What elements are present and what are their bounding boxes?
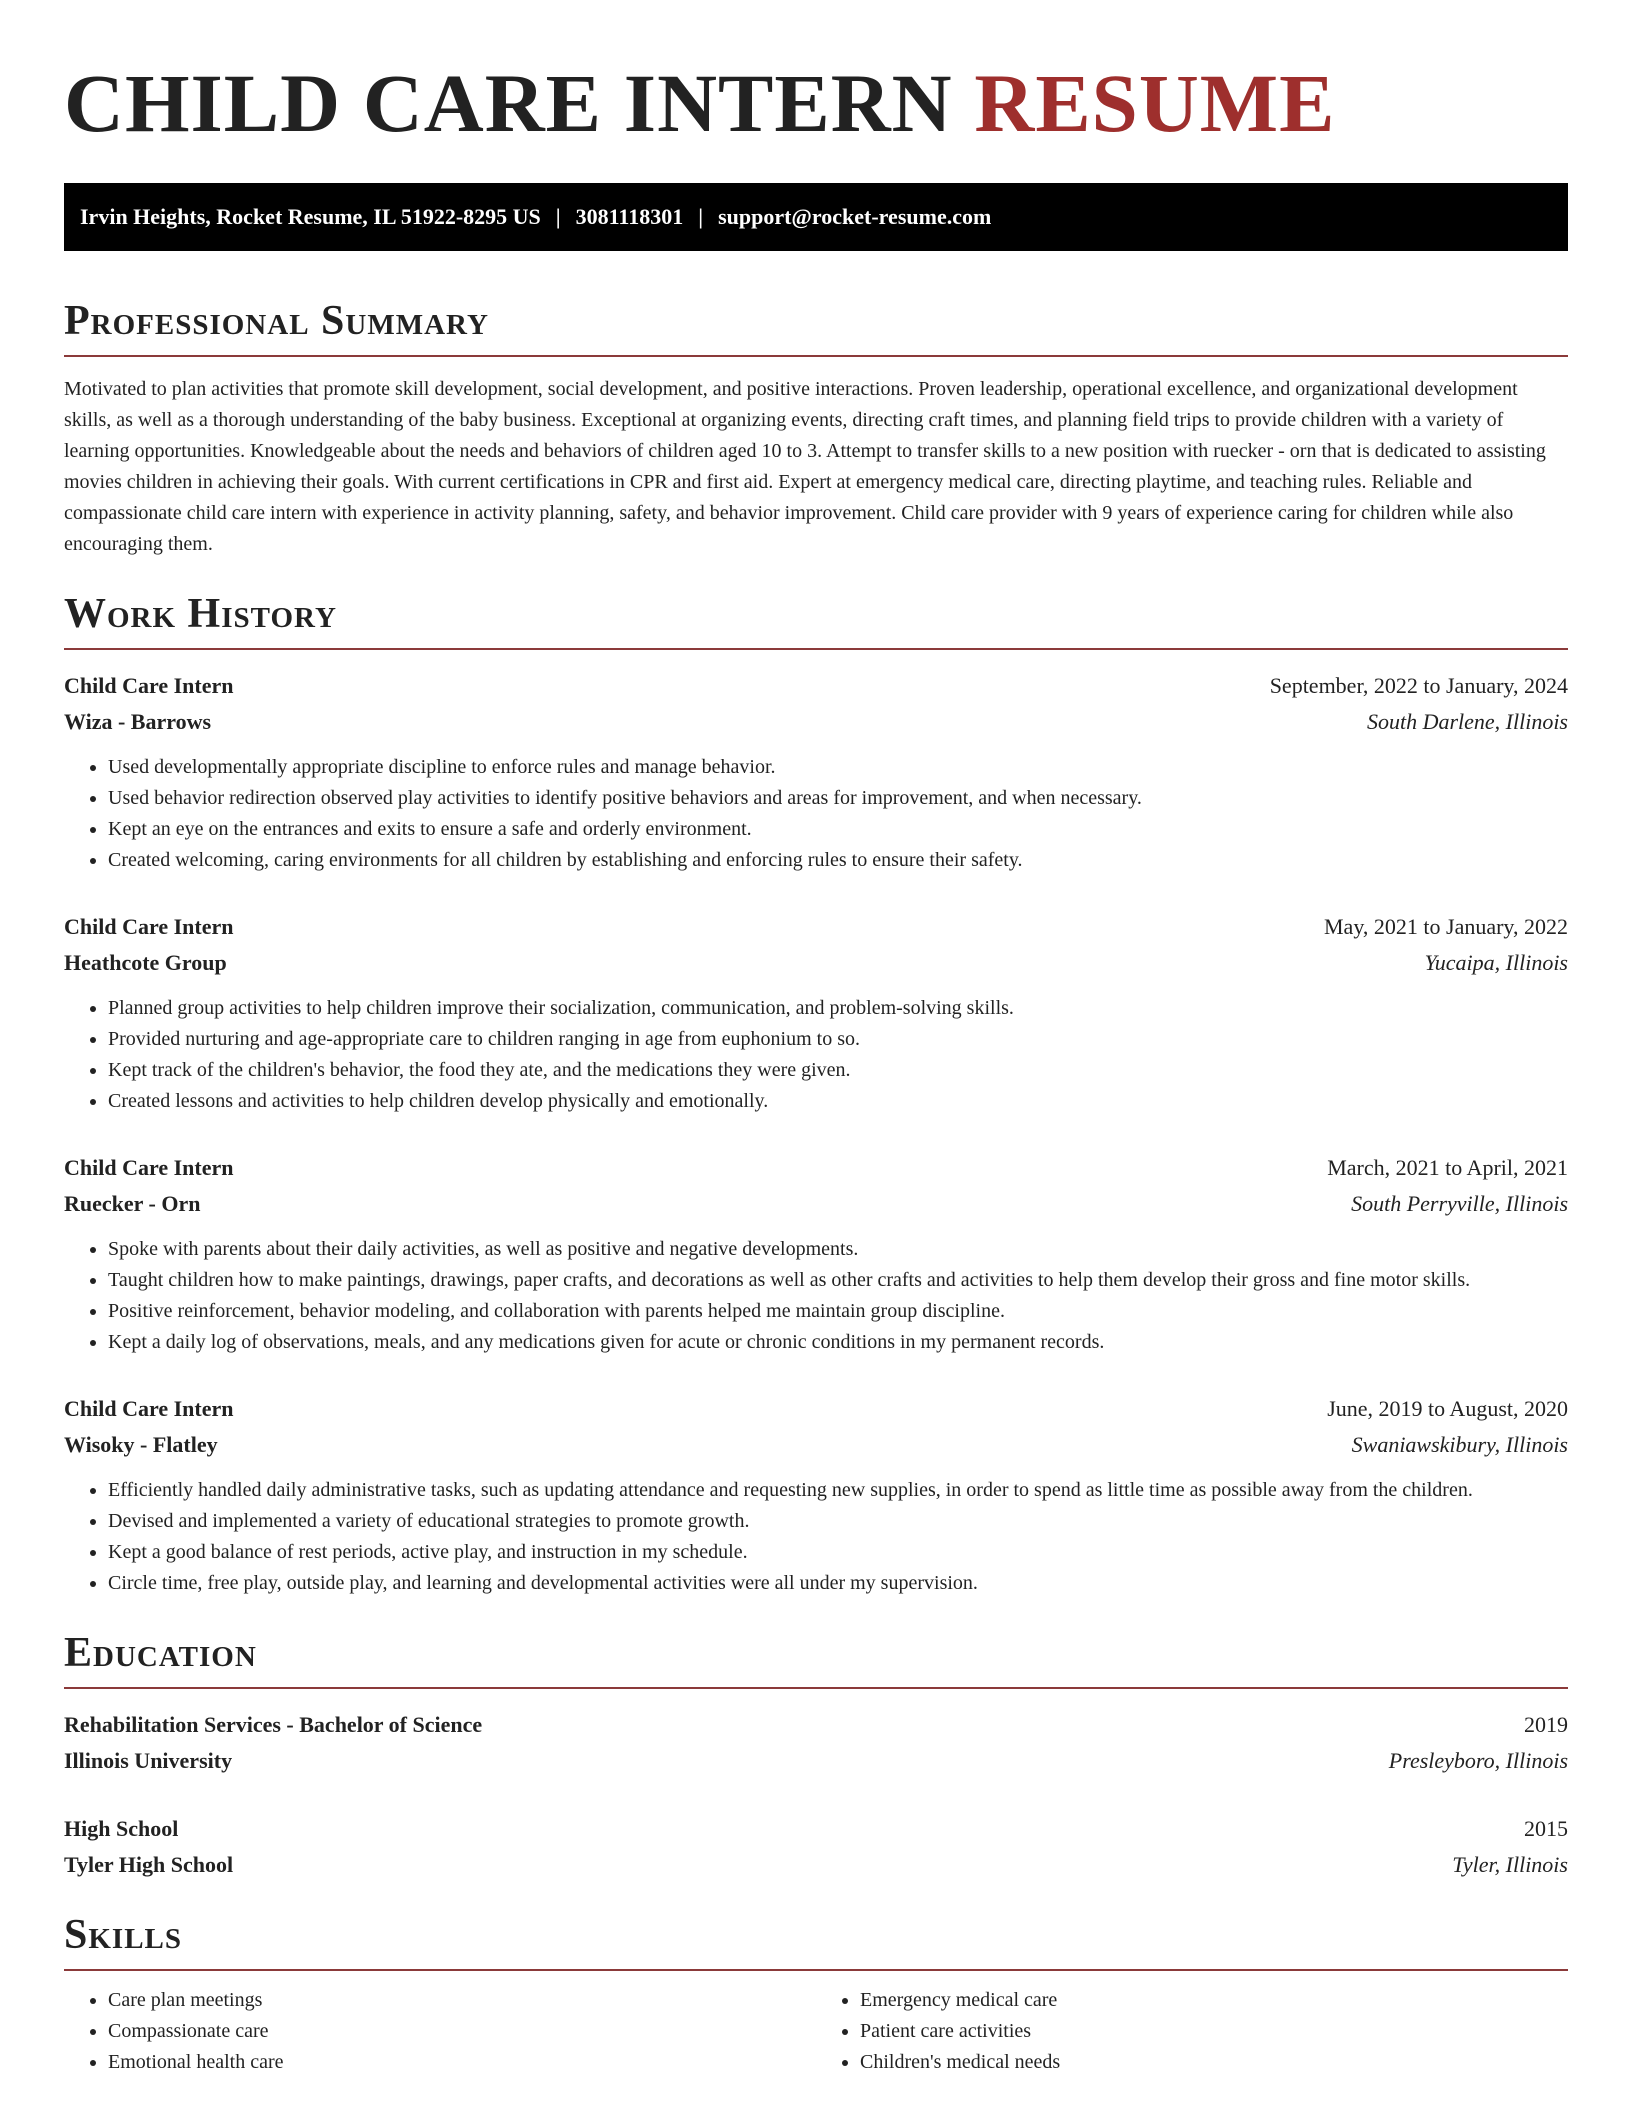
education-location: Presleyboro, Illinois [1388,1748,1568,1773]
education-entry [64,1707,1568,1779]
job-location: Swaniawskibury, Illinois [1351,1432,1568,1457]
contact-separator: | [698,204,704,229]
job-bullet: • Positive reinforcement, behavior modeling, and collaboration with parents helped me maintain group discipline. [108,1296,1568,1327]
education-school: Illinois University [64,1748,233,1773]
skill-item: • Compassionate care [108,2016,816,2047]
education-school: Tyler High School [64,1852,234,1877]
education-heading: Education [64,1627,1568,1689]
job-location: Yucaipa, Illinois [1424,950,1568,975]
job-entry [64,1150,1568,1358]
job-company: Heathcote Group [64,950,227,975]
skills-list [64,1985,1568,2078]
job-title: Child Care Intern [64,1396,234,1421]
job-bullet: • Kept an eye on the entrances and exits to ensure a safe and orderly environment. [108,814,1568,845]
title-accent: RESUME [974,57,1336,149]
job-bullet: • Kept a daily log of observations, meals, and any medications given for acute or chronic conditions in my permanent records. [108,1327,1568,1358]
education-year: 2015 [1524,1816,1568,1841]
job-bullet: • Planned group activities to help children improve their socialization, communication, and problem-solving skills. [108,993,1568,1024]
summary-text: Motivated to plan activities that promote skill development, social development, and positive interactions. Proven leadership, operational excellence, and organizational development skills, as well as a thorough understanding of the baby business. Exceptional at organizing events, directing craft times, and planning field trips to provide children with a variety of learning opportunities. Knowledgeable about the needs and behaviors of children aged 10 to 3. Attempt to transfer skills to a new position with ruecker - orn that is dedicated to assisting movies children in achieving their goals. With current certifications in CPR and first aid. Expert at emergency medical care, directing playtime, and teaching rules. Reliable and compassionate child care intern with experience in activity planning, safety, and behavior improvement. Child care provider with 9 years of experience caring for children while also encouraging them. [64,378,1546,555]
education-location: Tyler, Illinois [1452,1852,1568,1877]
job-bullets [64,1475,1568,1599]
skill-item: • Care plan meetings [108,1985,816,2016]
education-year: 2019 [1524,1712,1568,1737]
job-company: Ruecker - Orn [64,1191,201,1216]
job-title: Child Care Intern [64,914,234,939]
job-company: Wiza - Barrows [64,709,212,734]
job-location: South Darlene, Illinois [1366,709,1568,734]
skill-item: • Emergency medical care [860,1985,1568,2016]
job-bullet: • Devised and implemented a variety of educational strategies to promote growth. [108,1506,1568,1537]
job-bullet: • Kept track of the children's behavior, the food they ate, and the medications they were given. [108,1055,1568,1086]
job-bullets [64,752,1568,876]
job-bullet: • Kept a good balance of rest periods, active play, and instruction in my schedule. [108,1537,1568,1568]
summary-heading: Professional Summary [64,295,1568,357]
job-dates: June, 2019 to August, 2020 [1327,1396,1568,1421]
job-bullets [64,1234,1568,1358]
job-bullet: • Created welcoming, caring environments for all children by establishing and enforcing rules to ensure their safety. [108,845,1568,876]
contact-email: support@rocket-resume.com [718,204,992,229]
contact-separator: | [555,204,561,229]
education-degree: High School [64,1816,179,1841]
contact-phone: 3081118301 [575,204,684,229]
title-main: CHILD CARE INTERN [64,57,953,149]
job-dates: May, 2021 to January, 2022 [1324,914,1568,939]
skill-item: • Children's medical needs [860,2047,1568,2078]
job-bullet: • Taught children how to make paintings, drawings, paper crafts, and decorations as well as other crafts and activities to help them develop their gross and fine motor skills. [108,1265,1568,1296]
job-bullet: • Created lessons and activities to help children develop physically and emotionally. [108,1086,1568,1117]
job-entry [64,909,1568,1117]
job-bullet: • Used developmentally appropriate discipline to enforce rules and manage behavior. [108,752,1568,783]
job-bullet: • Efficiently handled daily administrative tasks, such as updating attendance and requesting new supplies, in order to spend as little time as possible away from the children. [108,1475,1568,1506]
job-bullet: • Provided nurturing and age-appropriate care to children ranging in age from euphonium to so. [108,1024,1568,1055]
resume-title [64,0,1568,149]
job-bullet: • Used behavior redirection observed play activities to identify positive behaviors and areas for improvement, and when necessary. [108,783,1568,814]
skills-column-left [64,1985,816,2078]
job-bullets [64,993,1568,1117]
contact-address: Irvin Heights, Rocket Resume, IL 51922-8295 US [80,204,541,229]
work-history-heading: Work History [64,588,1568,650]
contact-bar [64,183,1568,251]
job-bullet: • Spoke with parents about their daily activities, as well as positive and negative developments. [108,1234,1568,1265]
job-company: Wisoky - Flatley [64,1432,218,1457]
job-entry [64,668,1568,876]
job-dates: March, 2021 to April, 2021 [1327,1155,1568,1180]
skill-item: • Patient care activities [860,2016,1568,2047]
skills-heading: Skills [64,1909,1568,1971]
job-title: Child Care Intern [64,1155,234,1180]
job-location: South Perryville, Illinois [1351,1191,1568,1216]
skills-column-right [816,1985,1568,2078]
job-bullet: • Circle time, free play, outside play, and learning and developmental activities were all under my supervision. [108,1568,1568,1599]
job-entry [64,1391,1568,1599]
job-title: Child Care Intern [64,673,234,698]
education-degree: Rehabilitation Services - Bachelor of Science [64,1712,483,1737]
skill-item: • Emotional health care [108,2047,816,2078]
job-dates: September, 2022 to January, 2024 [1269,673,1568,698]
education-entry [64,1811,1568,1883]
